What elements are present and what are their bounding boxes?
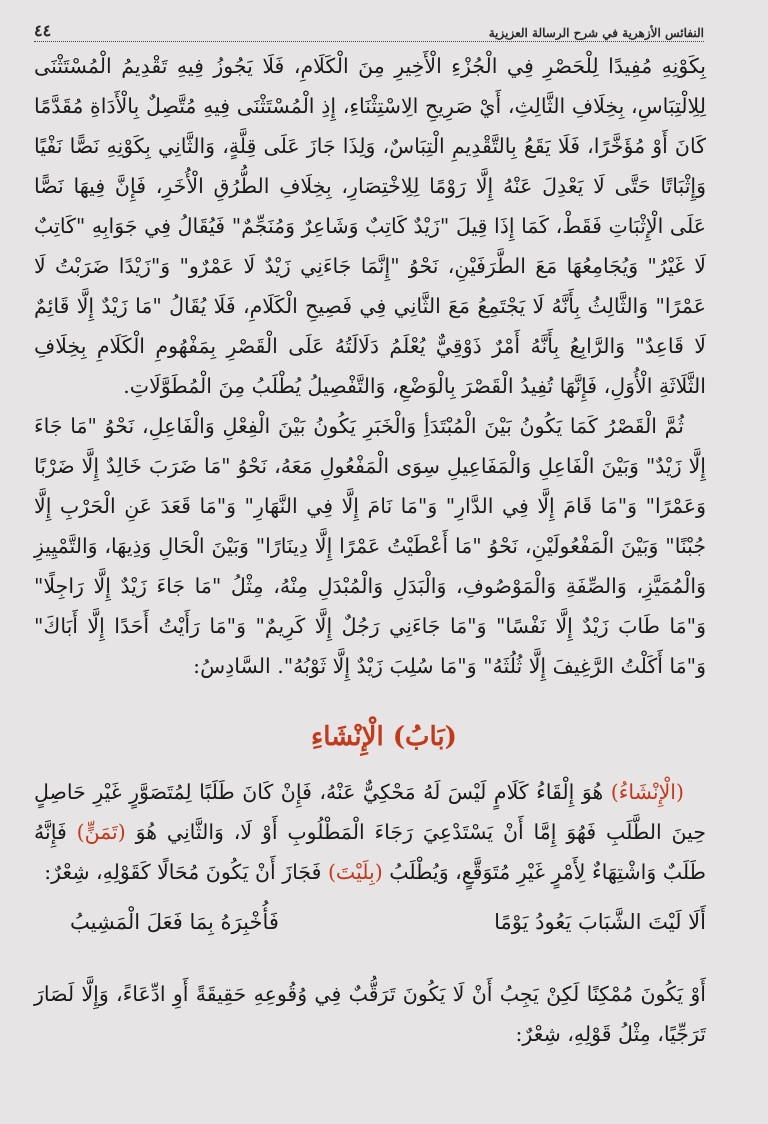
section-heading: (بَابُ) الْإِنْشَاءِ	[311, 722, 457, 752]
paragraph: ثُمَّ الْقَصْرُ كَمَا يَكُونُ بَيْنَ الْمُبْتَدَأِ وَالْخَبَرِ يَكُونُ بَيْنَ الْفِعْلِ وَالْفَاعِلِ، نَحْوُ "مَا جَاءَ إِلَّا زَيْدٌ" وَبَيْنَ الْفَاعِلِ وَالْمَفَاعِيلِ سِوَى الْمَفْعُولِ مَعَهُ، نَحْوُ "مَا ضَرَبَ خَالِدٌ إِلَّا ضَرْبًا وَعَمْرًا" وَ"مَا قَامَ إِلَّا فِي الدَّارِ" وَ"مَا نَامَ إِلَّا فِي النَّهَارِ" وَ"مَا قَعَدَ عَنِ الْحَرْبِ إِلَّا جُبْنًا" وَبَيْنَ الْمَفْعُولَيْنِ، نَحْوُ "مَا أَعْطَيْتُ عَمْرًا إِلَّا دِينَارًا" وَبَيْنَ الْحَالِ وَذِيهَا، وَالتَّمْيِيزِ وَالْمُمَيَّزِ، وَالصِّفَةِ وَالْمَوْصُوفِ، وَالْبَدَلِ وَالْمُبْدَلِ مِنْهُ، مِثْلُ "مَا جَاءَ زَيْدٌ إِلَّا رَاجِلًا" وَ"مَا طَابَ زَيْدٌ إِلَّا نَفْسًا" وَ"مَا جَاءَنِي رَجُلٌ إِلَّا كَرِيمٌ" وَ"مَا رَأَيْتُ أَحَدًا إِلَّا أَبَاكَ" وَ"مَا أَكَلْتُ الرَّغِيفَ إِلَّا ثُلُثَهُ" وَ"مَا سُلِبَ زَيْدٌ إِلَّا ثَوْبُهُ". السَّادِسُ:	[34, 414, 706, 678]
page-number: ٤٤	[34, 21, 52, 40]
paragraph-text: هُوَ إِلْقَاءُ كَلَامٍ لَيْسَ لَهُ مَحْكِيٌّ عَنْهُ، فَإِنْ كَانَ طَلَبًا لِمُتَصَوَّرٍ غَيْرِ حَاصِلٍ حِينَ الطَّلَبِ فَهُوَ إِمَّا أَنْ يَسْتَدْعِيَ رَجَاءَ الْمَطْلُوبِ أَوْ لَا، وَالثَّانِي هُوَ	[34, 780, 706, 844]
highlighted-term: (بِلَيْتَ)	[327, 860, 383, 884]
main-text-block	[34, 46, 706, 686]
closing-paragraph-block	[34, 974, 706, 1054]
paragraph-text: فَإِنَّهُ طَلَبٌ وَاشْتِهَاءٌ لِأَمْرٍ غَيْرِ مُتَوَقَّعٍ، وَيُطْلَبُ	[34, 820, 706, 884]
page-header	[34, 14, 704, 40]
paragraph: أَوْ يَكُونَ مُمْكِنًا لَكِنْ يَجِبُ أَنْ لَا يَكُونَ تَرَقُّبٌ فِي وُقُوعِهِ حَقِيقَةً أَوِ ادِّعَاءً، وَإِلَّا لَصَارَ تَرَجِّيًا، مِثْلُ قَوْلِهِ، شِعْرٌ:	[34, 982, 706, 1046]
insha-paragraph-block	[34, 772, 706, 892]
verse-hemistich-left: فَأُخْبِرَهُ بِمَا فَعَلَ الْمَشِيبُ	[70, 910, 279, 934]
poetry-verse	[70, 910, 706, 934]
paragraph-text: فَجَازَ أَنْ يَكُونَ مُحَالًا كَقَوْلِهِ، شِعْرٌ:	[44, 860, 328, 884]
verse-hemistich-right: أَلَا لَيْتَ الشَّبَابَ يَعُودُ يَوْمًا	[494, 910, 706, 934]
highlighted-term: (الْإِنْشَاءُ)	[610, 780, 684, 804]
header-divider	[34, 41, 704, 42]
highlighted-term: (تَمَنٍّ)	[76, 820, 126, 844]
paragraph: بِكَوْنِهِ مُفِيدًا لِلْحَصْرِ فِي الْجُزْءِ الْأَخِيرِ مِنَ الْكَلَامِ، فَلَا يَجُوزُ فِيهِ تَقْدِيمُ الْمُسْتَثْنَى لِلِالْتِبَاسِ، بِخِلَافِ الثَّالِثِ، أَيْ صَرِيحِ الِاسْتِثْنَاءِ، إِذِ الْمُسْتَثْنَى فِيهِ مُتَّصِلٌ بِالْأَدَاةِ مُقَدَّمًا كَانَ أَوْ مُؤَخَّرًا، فَلَا يَقَعُ بِالتَّقْدِيمِ الْتِبَاسٌ، وَلِذَا جَازَ عَلَى قِلَّةٍ، وَالثَّانِي بِكَوْنِهِ نَصًّا نَفْيًا وَإِثْبَاتًا حَتَّى لَا يَعْدِلَ عَنْهُ إِلَّا رَوْمًا لِلِاخْتِصَارِ، بِخِلَافِ الطُّرُقِ الْأُخَرِ، فَإِنَّ فِيهَا نَصًّا عَلَى الْإِثْبَاتِ فَقَطْ، كَمَا إِذَا قِيلَ "زَيْدٌ كَاتِبٌ وَشَاعِرٌ وَمُنَجِّمٌ" فَيُقَالُ فِي جَوَابِهِ "كَاتِبٌ لَا غَيْرُ" وَيُجَامِعُهَا مَعَ الطَّرَفَيْنِ، نَحْوُ "إِنَّمَا جَاءَنِي زَيْدٌ لَا عَمْرٌو" وَ"زَيْدًا ضَرَبْتُ لَا عَمْرًا" وَالثَّالِثُ بِأَنَّهُ لَا يَجْتَمِعُ مَعَ الثَّانِي فِي فَصِيحِ الْكَلَامِ، فَلَا يُقَالُ "مَا زَيْدٌ إِلَّا قَائِمٌ لَا قَاعِدٌ" وَالرَّابِعُ بِأَنَّهُ أَمْرٌ ذَوْقِيٌّ يُعْلَمُ دَلَالَتُهُ عَلَى الْقَصْرِ بِمَفْهُومِ الْكَلَامِ بِخِلَافِ الثَّلَاثَةِ الْأُوَلِ، فَإِنَّهَا تُفِيدُ الْقَصْرَ بِالْوَضْعِ، وَالتَّفْصِيلُ يُطْلَبُ مِنَ الْمُطَوَّلَاتِ.	[34, 54, 706, 398]
paragraph	[34, 772, 706, 892]
running-title: النفائس الأزهرية في شرح الرسالة العزيزية	[488, 26, 704, 40]
